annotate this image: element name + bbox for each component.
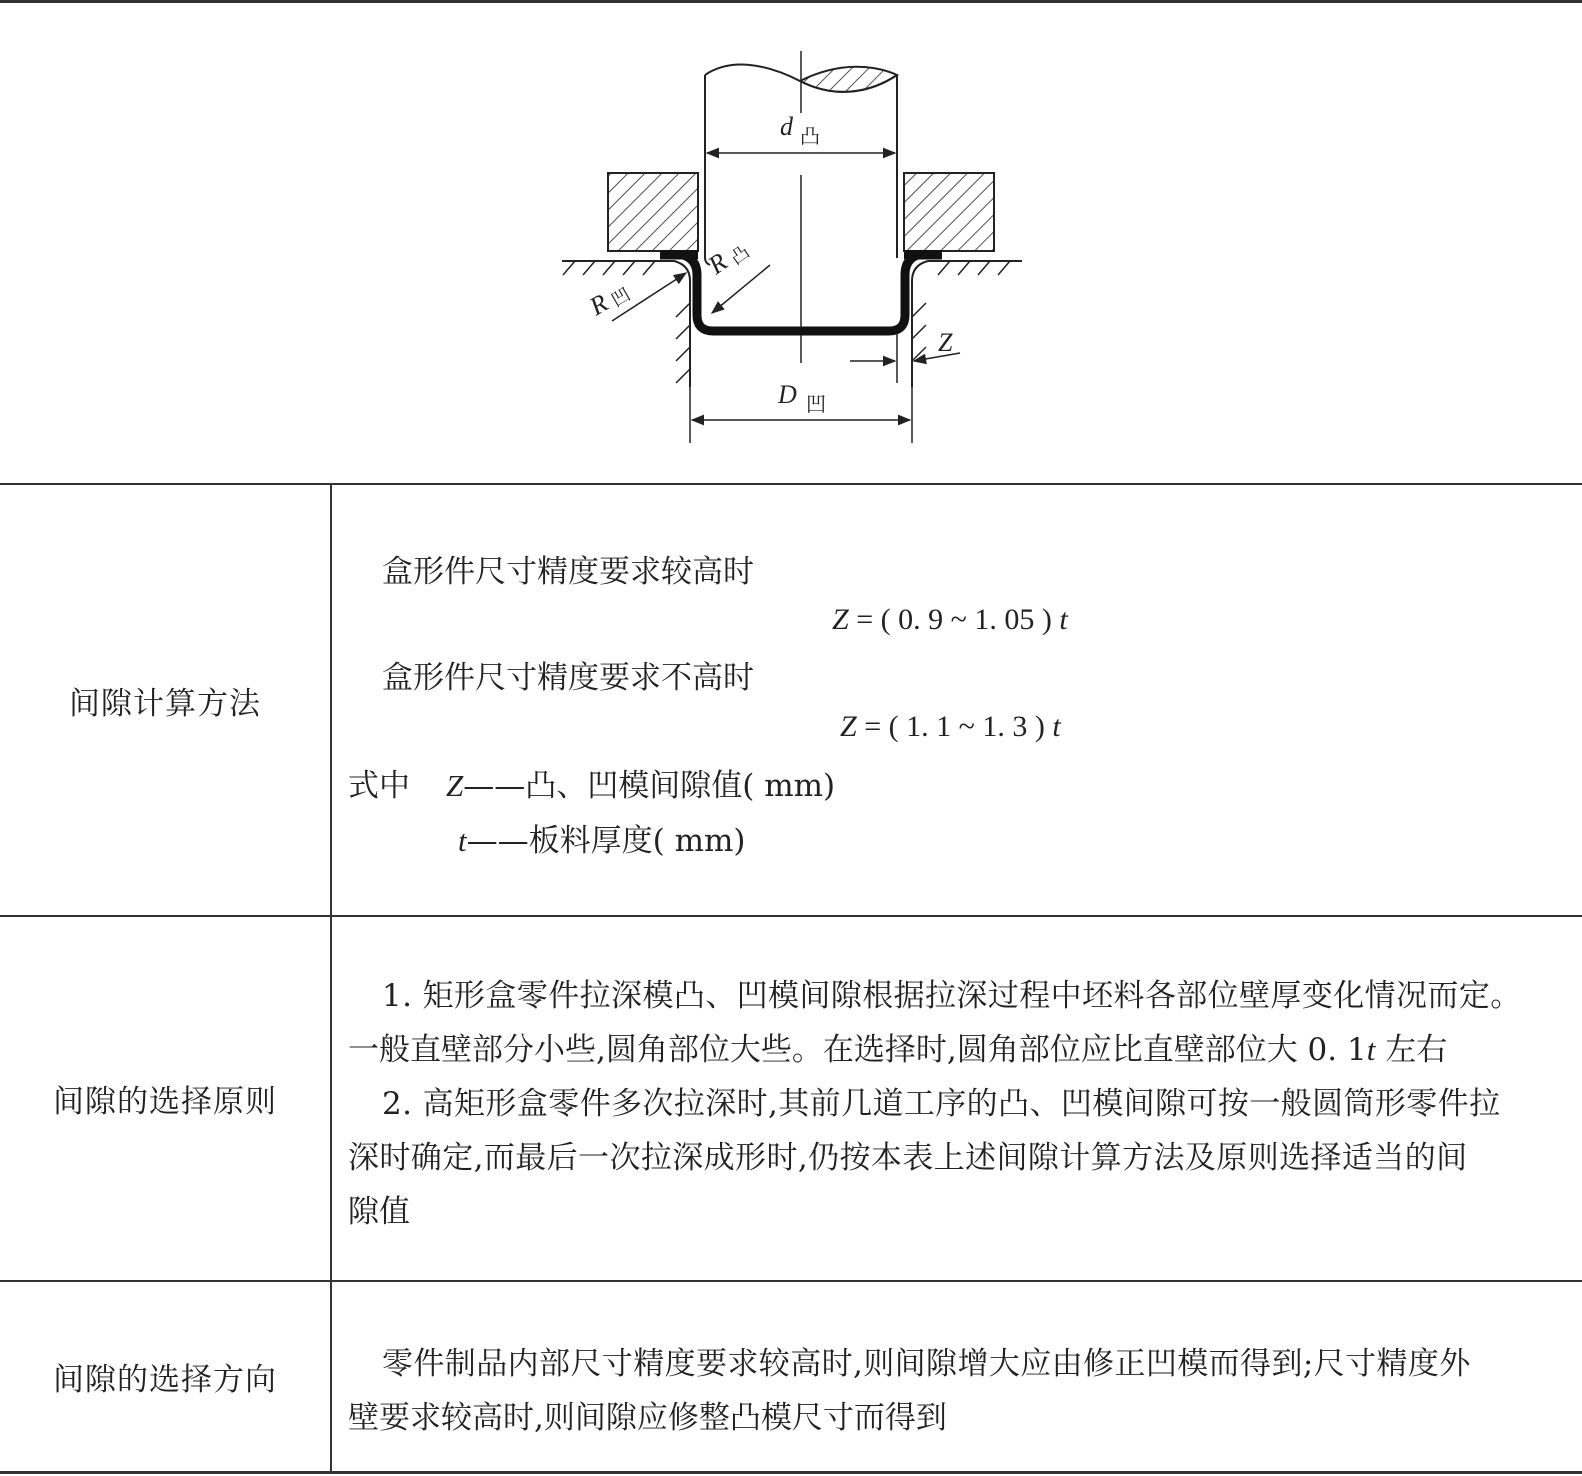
row-label-selection-direction: 间隙的选择方向 <box>53 1362 277 1398</box>
formula-low-precision: Z = ( 1. 1 ~ 1. 3 ) t <box>840 710 1061 743</box>
label-r-die: R <box>584 288 613 322</box>
label-d: d <box>780 112 793 141</box>
row-label-calc-method: 间隙计算方法 <box>69 685 261 722</box>
label-r-die-sub: 凹 <box>608 284 634 311</box>
principle-1-line-1: 1. 矩形盒零件拉深模凸、凹模间隙根据拉深过程中坯料各部位壁厚变化情况而定。 <box>382 978 1522 1014</box>
label-big-d-sub: 凹 <box>806 394 826 416</box>
column-divider <box>330 485 332 1471</box>
where-z-line: 式中 Z——凸、凹模间隙值( mm) <box>348 768 836 804</box>
formula-high-precision: Z = ( 0. 9 ~ 1. 05 ) t <box>832 603 1068 636</box>
label-d-sub: 凸 <box>800 126 820 148</box>
label-z: Z <box>938 328 953 357</box>
principle-1-line-2: 一般直壁部分小些,圆角部位大些。在选择时,圆角部位应比直壁部位大 0. 1t 左右 <box>348 1032 1448 1068</box>
label-r-punch: R <box>702 247 733 280</box>
row-label-selection-principle: 间隙的选择原则 <box>53 1084 277 1120</box>
direction-line-2: 壁要求较高时,则间隙应修整凸模尺寸而得到 <box>348 1400 947 1436</box>
drawing-die-diagram <box>0 3 1582 483</box>
bottom-rule <box>0 1471 1582 1474</box>
text-high-precision: 盒形件尺寸精度要求较高时 <box>382 554 754 590</box>
direction-line-1: 零件制品内部尺寸精度要求较高时,则间隙增大应由修正凹模而得到;尺寸精度外 <box>382 1346 1471 1382</box>
text-low-precision: 盒形件尺寸精度要求不高时 <box>382 660 754 696</box>
label-r-punch-sub: 凸 <box>726 241 754 269</box>
principle-2-line-3: 隙值 <box>348 1194 410 1230</box>
formula-var-z: Z <box>832 603 849 636</box>
label-big-d: D <box>778 380 797 409</box>
principle-2-line-2: 深时确定,而最后一次拉深成形时,仍按本表上述间隙计算方法及原则选择适当的间 <box>348 1140 1468 1176</box>
where-t-line: t——板料厚度( mm) <box>458 823 746 859</box>
principle-2-line-1: 2. 高矩形盒零件多次拉深时,其前几道工序的凸、凹模间隙可按一般圆筒形零件拉 <box>382 1086 1501 1122</box>
